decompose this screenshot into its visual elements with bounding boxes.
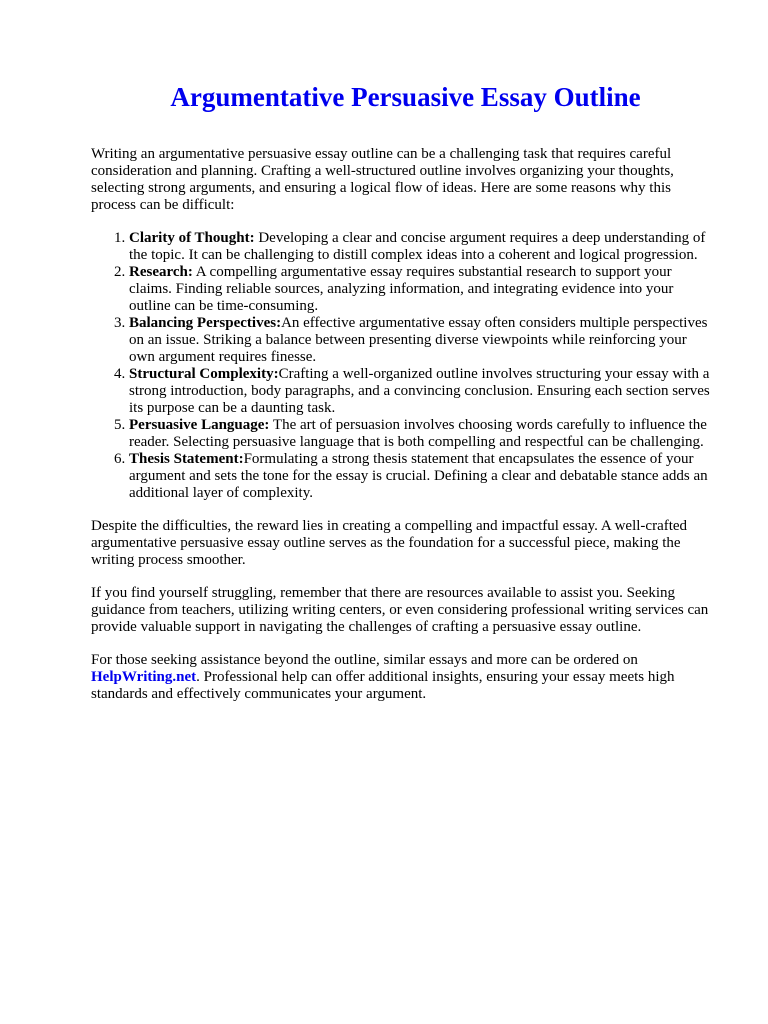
reasons-list [91,230,715,502]
reward-paragraph: Despite the difficulties, the reward lies in creating a compelling and impactful essay. A well-crafted argumentative persuasive essay outline serves as the foundation for a successful piece, making the writing process smoother. [91,518,688,568]
helpwriting-link[interactable]: HelpWriting.net [91,669,197,685]
closing-text-before: For those seeking assistance beyond the outline, similar essays and more can be ordered on [91,652,638,668]
list-item-text: Formulating a strong thesis statement that encapsulates the essence of your argument and sets the tone for the essay is crucial. Defining a clear and debatable stance adds an additional layer of complexity. [129,451,708,501]
page-title: Argumentative Persuasive Essay Outline [170,82,641,112]
list-item [129,315,715,366]
closing-paragraph [91,652,715,703]
list-item [129,451,715,502]
list-item-heading: Persuasive Language: [129,417,270,433]
list-item [129,366,715,417]
list-item-text: The art of persuasion involves choosing words carefully to influence the reader. Selecting persuasive language that is both compelling and respectful can be challenging. [129,417,707,450]
list-item-heading: Structural Complexity: [129,366,279,382]
list-item-text: Crafting a well-organized outline involves structuring your essay with a strong introduction, body paragraphs, and a convincing conclusion. Ensuring each section serves its purpose can be a daunting task. [129,366,710,416]
closing-text-after: . Professional help can offer additional insights, ensuring your essay meets high standards and effectively communicates your argument. [91,669,675,702]
list-item-text: Developing a clear and concise argument requires a deep understanding of the topic. It can be challenging to distill complex ideas into a coherent and logical progression. [129,230,706,263]
list-item-heading: Research: [129,264,193,280]
list-item [129,230,715,264]
document-body [91,146,715,719]
intro-paragraph: Writing an argumentative persuasive essay outline can be a challenging task that requires careful consideration and planning. Crafting a well-structured outline involves organizing your thoughts, selecting strong arguments, and ensuring a logical flow of ideas. Here are some reasons why this process can be difficult: [91,146,674,213]
list-item-text: A compelling argumentative essay requires substantial research to support your claims. Finding reliable sources, analyzing information, and integrating evidence into your outline can be time-consuming. [129,264,674,314]
list-item [129,264,715,315]
list-item-heading: Thesis Statement: [129,451,244,467]
list-item [129,417,715,451]
list-item-text: An effective argumentative essay often considers multiple perspectives on an issue. Striking a balance between presenting diverse viewpoints while reinforcing your own argument requires finesse. [129,315,708,365]
list-item-heading: Balancing Perspectives: [129,315,282,331]
list-item-heading: Clarity of Thought: [129,230,255,246]
resources-paragraph: If you find yourself struggling, remember that there are resources available to assist you. Seeking guidance from teachers, utilizing writing centers, or even considering professional writing services can provide valuable support in navigating the challenges of crafting a persuasive essay outline. [91,585,709,635]
